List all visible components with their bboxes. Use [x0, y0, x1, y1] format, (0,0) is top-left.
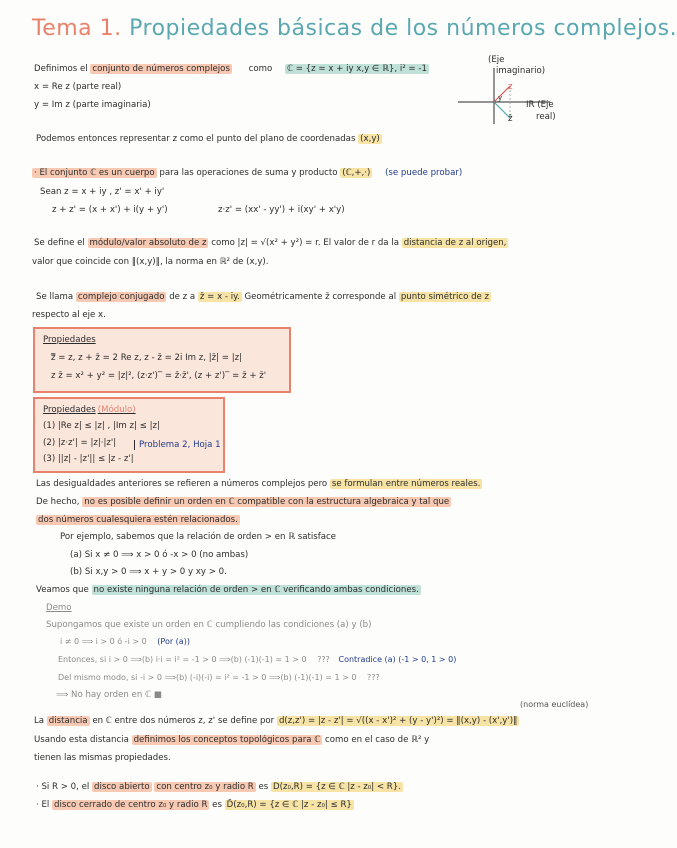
x-axis-label-1: IR (Eje	[526, 100, 554, 110]
zbar-point-label: z̄	[508, 114, 513, 124]
cuerpo-line-2: Sean z = x + iy , z' = x' + iy'	[40, 187, 165, 197]
orden-line-2: De hecho, no es posible definir un orden en ℂ compatible con la estructura algebraica y tal que	[36, 497, 450, 507]
demo-conclusion: ⟹ No hay orden en ℂ ■	[56, 690, 162, 700]
demo-line-3: Entonces, si i > 0 ⟹(b) i·i = i² = -1 > 0 ⟹(b) (-1)(-1) = 1 > 0 ??? Contradice (a) (-1 > 0, 1 > 0)	[58, 655, 457, 664]
z-point-label: z	[508, 82, 513, 92]
orden-line-1: Las desigualdades anteriores se refieren a números complejos pero se formulan entre números reales.	[36, 479, 481, 489]
modulo-line-1: Se define el módulo/valor absoluto de z como |z| = √(x² + y²) = r. El valor de r da la distancia de z al origen,	[34, 238, 507, 248]
properties-box-title: Propiedades	[43, 335, 96, 345]
orden-condition-a: (a) Si x ≠ 0 ⟹ x > 0 ó -x > 0 (no ambas)	[70, 550, 249, 560]
modulus-box-title: Propiedades (Módulo)	[43, 405, 136, 415]
intro-line-4: Podemos entonces representar z como el punto del plano de coordenadas (x,y)	[36, 134, 380, 144]
demo-line-4: Del mismo modo, si -i > 0 ⟹(b) (-i)(-i) = i² = -1 > 0 ⟹(b) (-1)(-1) = 1 > 0 ???	[58, 673, 380, 682]
y-tick-label: y	[498, 94, 503, 102]
conjugado-line-2: respecto al eje x.	[32, 310, 106, 320]
intro-line-1: Definimos el conjunto de números complejos como ℂ = {z = x + iy x,y ∈ ℝ}, i² = -1	[34, 64, 427, 74]
orden-line-4: Por ejemplo, sabemos que la relación de orden > en ℝ satisface	[60, 532, 337, 542]
y-axis-label-2: imaginario)	[496, 66, 546, 76]
cuerpo-producto: z·z' = (xx' - yy') + i(xy' + x'y)	[218, 205, 345, 215]
x-axis-label-2: real)	[536, 112, 556, 122]
modulus-row-2: (2) |z·z'| = |z|·|z'|	[43, 438, 117, 448]
modulus-properties-box	[33, 397, 225, 473]
properties-row-1: z̿ = z, z + z̄ = 2 Re z, z - z̄ = 2i Im z, |z̄| = |z|	[51, 353, 242, 363]
properties-row-2: z z̄ = x² + y² = |z|², (z·z')‾ = z̄·z̄', (z + z')‾ = z̄ + z̄'	[51, 371, 267, 381]
distancia-line-1: La distancia en ℂ entre dos números z, z' se define por d(z,z') = |z - z'| = √((x - x')² + (y - y')²) = ‖(x,y) - (x',y')‖	[34, 716, 518, 726]
modulus-row-1: (1) |Re z| ≤ |z| , |Im z| ≤ |z|	[43, 421, 160, 431]
y-axis-label-1: (Eje	[488, 55, 505, 65]
demo-line-1: Supongamos que existe un orden en ℂ cumpliendo las condiciones (a) y (b)	[46, 620, 372, 630]
modulus-row-3: (3) ||z| - |z'|| ≤ |z - z'|	[43, 454, 134, 464]
norm-note: (norma euclídea)	[520, 700, 589, 709]
cuerpo-line-1: · El conjunto ℂ es un cuerpo para las operaciones de suma y producto (ℂ,+,·) (se puede probar)	[34, 168, 463, 178]
conjugado-line-1: Se llama complejo conjugado de z a z̄ = x - iy. Geométricamente z̄ corresponde al punto simétrico de z	[36, 292, 490, 302]
title-text: Propiedades básicas de los números complejos.	[129, 16, 677, 41]
cuerpo-suma: z + z' = (x + x') + i(y + y')	[52, 205, 168, 215]
distancia-line-2: Usando esta distancia definimos los conceptos topológicos para ℂ como en el caso de ℝ² y	[34, 735, 430, 745]
demo-title: Demo	[46, 603, 72, 613]
orden-line-3: dos números cualesquiera estén relacionados.	[38, 515, 238, 525]
orden-condition-b: (b) Si x,y > 0 ⟹ x + y > 0 y xy > 0.	[70, 567, 227, 577]
modulo-line-2: valor que coincide con ‖(x,y)‖, la norma en ℝ² de (x,y).	[32, 257, 269, 267]
disco-abierto-line: · Si R > 0, el disco abierto con centro z₀ y radio R es D(z₀,R) = {z ∈ ℂ |z - z₀| < R}.	[36, 782, 401, 792]
demo-line-2: i ≠ 0 ⟹ i > 0 ó -i > 0 (Por (a))	[60, 637, 190, 646]
distancia-line-3: tienen las mismas propiedades.	[34, 753, 171, 763]
problem-reference: Problema 2, Hoja 1	[134, 440, 221, 450]
disco-cerrado-line: · El disco cerrado de centro z₀ y radio R es D̄(z₀,R) = {z ∈ ℂ |z - z₀| ≤ R}	[36, 800, 352, 810]
intro-line-3: y = Im z (parte imaginaria)	[34, 100, 151, 110]
properties-box	[33, 327, 291, 393]
title-number: Tema 1.	[32, 16, 122, 41]
intro-line-2: x = Re z (parte real)	[34, 82, 122, 92]
orden-line-7: Veamos que no existe ninguna relación de orden > en ℂ verificando ambas condiciones.	[36, 585, 419, 595]
page-title	[32, 16, 677, 41]
